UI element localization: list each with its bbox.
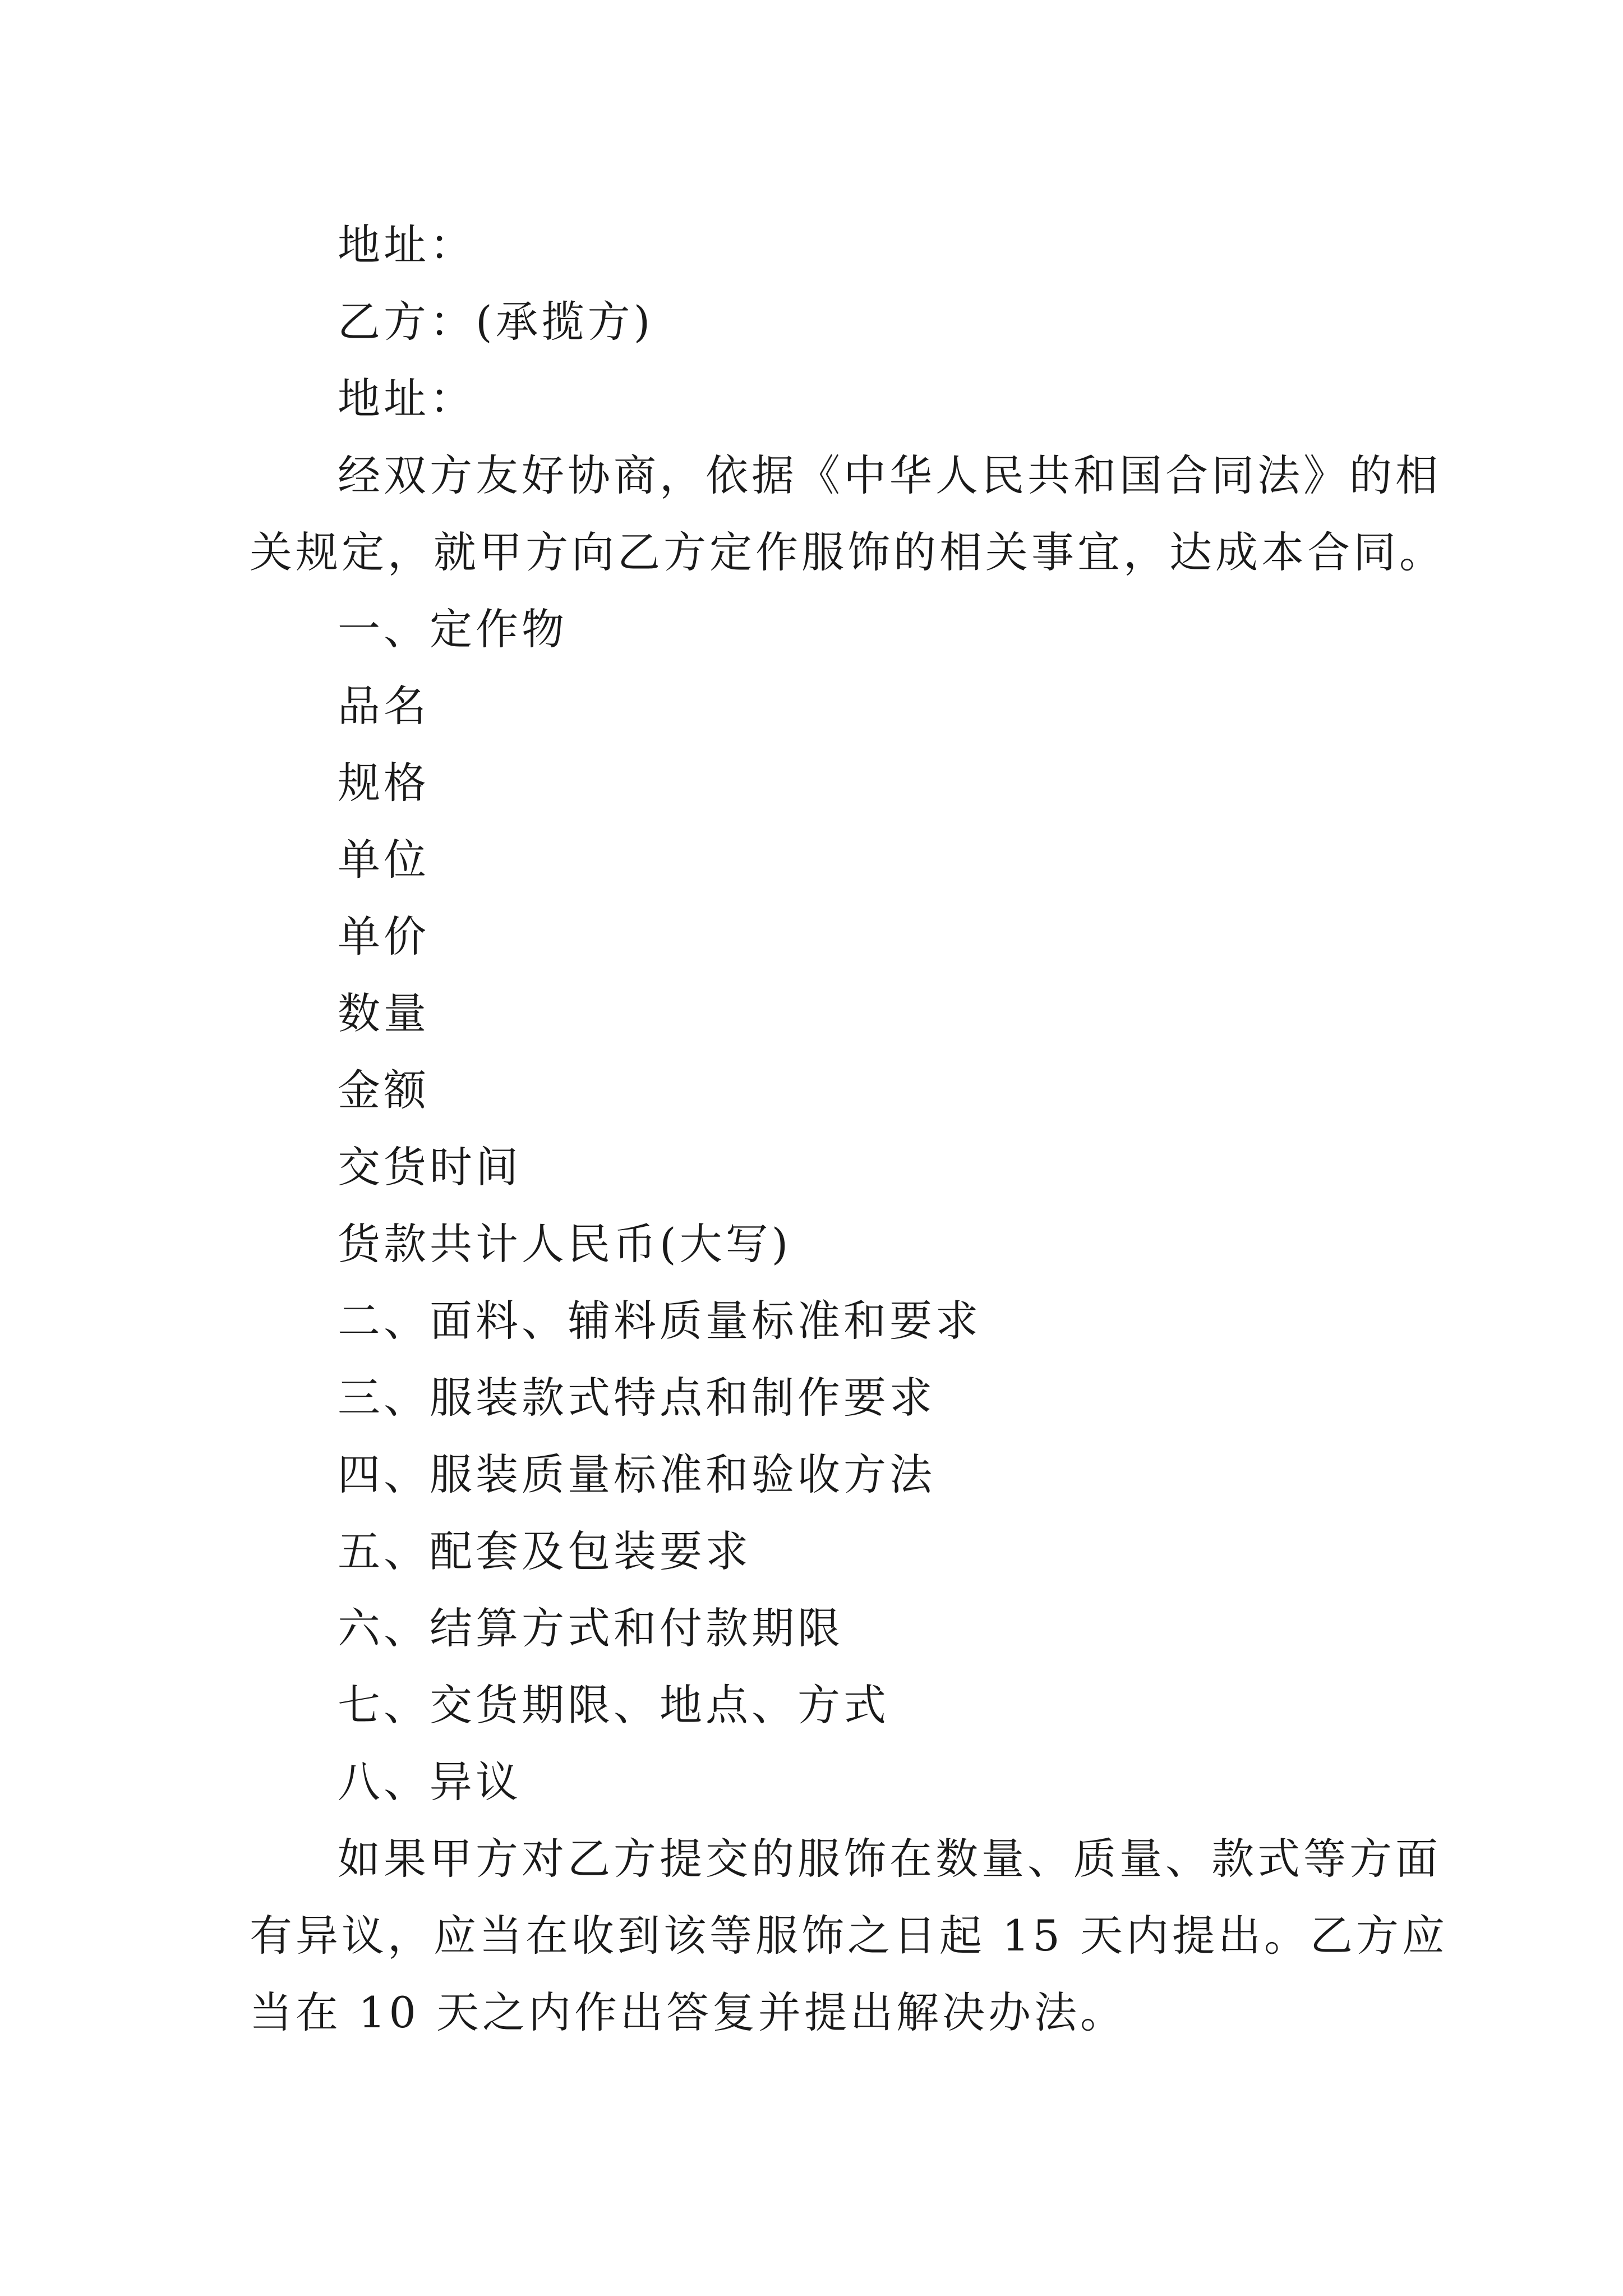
- section-4-heading: 四、服装质量标准和验收方法: [338, 1450, 935, 1499]
- field-unit: 单位: [338, 835, 430, 885]
- objection-clause-line-2: 有异议，应当在收到该等服饰之日起 15 天内提出。乙方应: [250, 1911, 1449, 1961]
- field-product-name: 品名: [338, 681, 430, 731]
- field-total-payment: 货款共计人民币(大写): [338, 1219, 792, 1269]
- section-8-heading: 八、异议: [338, 1757, 522, 1807]
- field-specification: 规格: [338, 758, 430, 808]
- preamble-line-1: 经双方友好协商，依据《中华人民共和国合同法》的相: [338, 450, 1441, 500]
- preamble-line-2: 关规定，就甲方向乙方定作服饰的相关事宜，达成本合同。: [250, 527, 1445, 577]
- section-2-heading: 二、面料、辅料质量标准和要求: [338, 1296, 981, 1346]
- party-a-address-label: 地址：: [338, 220, 476, 270]
- document-body: [250, 206, 1449, 2051]
- field-amount: 金额: [338, 1065, 430, 1115]
- section-1-heading: 一、定作物: [338, 604, 568, 654]
- party-b-label: 乙方：(承揽方): [338, 297, 654, 347]
- field-unit-price: 单价: [338, 912, 430, 961]
- section-5-heading: 五、配套及包装要求: [338, 1526, 751, 1576]
- field-quantity: 数量: [338, 988, 430, 1038]
- section-6-heading: 六、结算方式和付款期限: [338, 1603, 843, 1653]
- field-delivery-time: 交货时间: [338, 1142, 522, 1192]
- party-b-address-label: 地址：: [338, 374, 476, 424]
- section-3-heading: 三、服装款式特点和制作要求: [338, 1373, 935, 1423]
- section-7-heading: 七、交货期限、地点、方式: [338, 1680, 889, 1730]
- objection-clause-line-3: 当在 10 天之内作出答复并提出解决办法。: [250, 1987, 1127, 2037]
- objection-clause-line-1: 如果甲方对乙方提交的服饰在数量、质量、款式等方面: [338, 1834, 1441, 1884]
